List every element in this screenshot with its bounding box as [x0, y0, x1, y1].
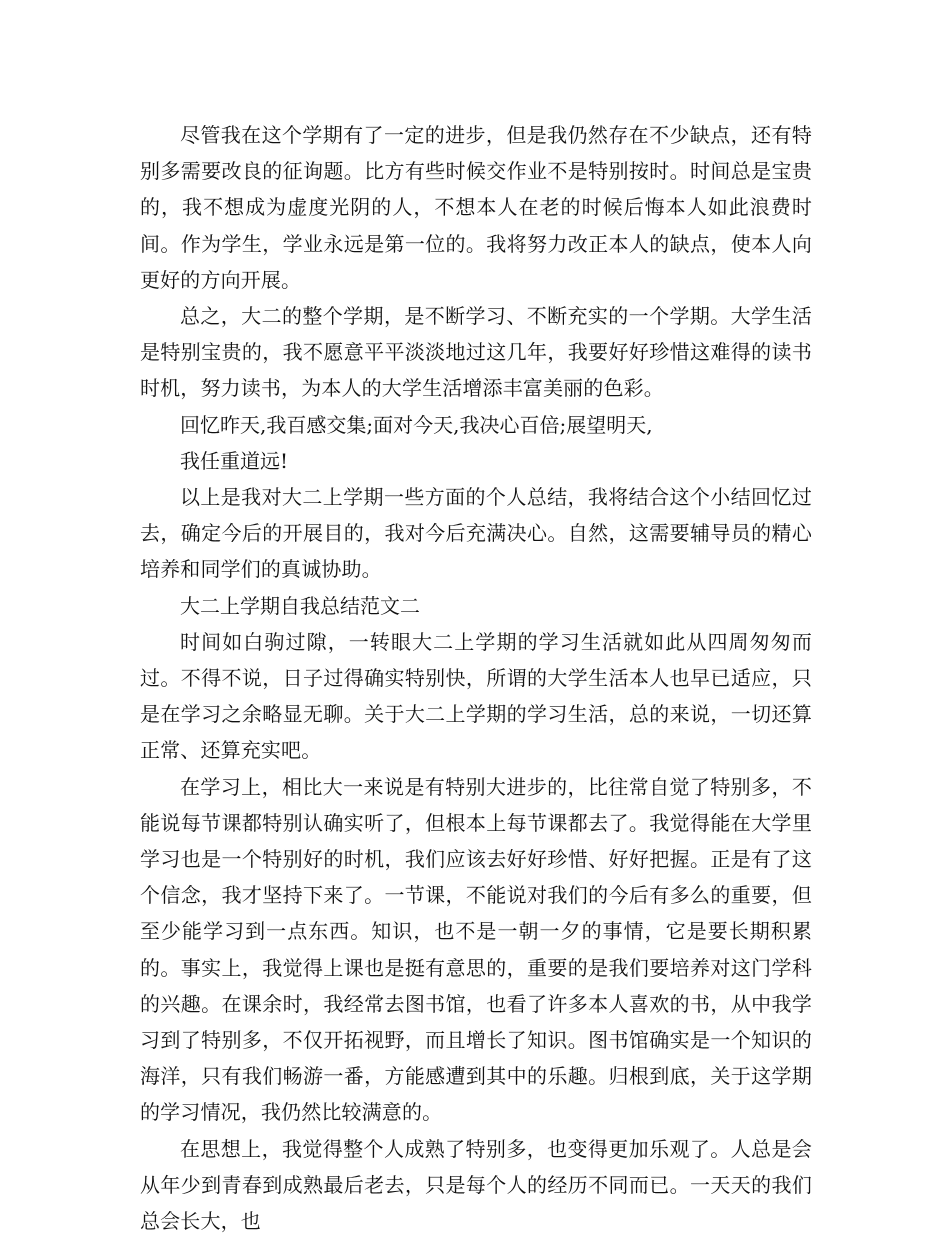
paragraph-conclusion: 以上是我对大二上学期一些方面的个人总结，我将结合这个小结回忆过去，确定今后的开展目的，我对今后充满决心。自然，这需要辅导员的精心培养和同学们的真诚协助。: [140, 485, 812, 582]
paragraph-thoughts: 在思想上，我觉得整个人成熟了特别多，也变得更加乐观了。人总是会从年少到青春到成熟最后老去，只是每个人的经历不同而已。一天天的我们总会长大，也: [140, 1136, 812, 1234]
paragraph-semester-summary: 总之，大二的整个学期，是不断学习、不断充实的一个学期。大学生活是特别宝贵的，我不愿意平平淡淡地过这几年，我要好好珍惜这难得的读书时机，努力读书，为本人的大学生活增添丰富美丽的色彩。: [140, 304, 812, 401]
paragraph-reflection-line-2: 我任重道远!: [180, 448, 289, 473]
paragraph-time-flies: 时间如白驹过隙，一转眼大二上学期的学习生活就如此从四周匆匆而过。不得不说，日子过得确实特别快，所谓的大学生活本人也早已适应，只是在学习之余略显无聊。关于大二上学期的学习生活，总的来说，一切还算正常、还算充实吧。: [140, 629, 812, 763]
paragraph-shortcomings: 尽管我在这个学期有了一定的进步，但是我仍然存在不少缺点，还有特别多需要改良的征询题。比方有些时候交作业不是特别按时。时间总是宝贵的，我不想成为虚度光阴的人，不想本人在老的时候后悔本人如此浪费时间。作为学生，学业永远是第一位的。我将努力改正本人的缺点，使本人向更好的方向开展。: [140, 123, 812, 292]
document-body: [140, 117, 812, 1239]
section-heading-sample-two: 大二上学期自我总结范文二: [180, 593, 420, 618]
paragraph-study: 在学习上，相比大一来说是有特别大进步的，比往常自觉了特别多，不能说每节课都特别认确实听了，但根本上每节课都去了。我觉得能在大学里学习也是一个特别好的时机，我们应该去好好珍惜、好好把握。正是有了这个信念，我才坚持下来了。一节课，不能说对我们的今后有多么的重要，但至少能学习到一点东西。知识，也不是一朝一夕的事情，它是要长期积累的。事实上，我觉得上课也是挺有意思的，重要的是我们要培养对这门学科的兴趣。在课余时，我经常去图书馆，也看了许多本人喜欢的书，从中我学习到了特别多，不仅开拓视野，而且增长了知识。图书馆确实是一个知识的海洋，只有我们畅游一番，方能感遭到其中的乐趣。归根到底，关于这学期的学习情况，我仍然比较满意的。: [140, 774, 812, 1125]
paragraph-reflection-line-1: 回忆昨天,我百感交集;面对今天,我决心百倍;展望明天,: [180, 412, 653, 437]
